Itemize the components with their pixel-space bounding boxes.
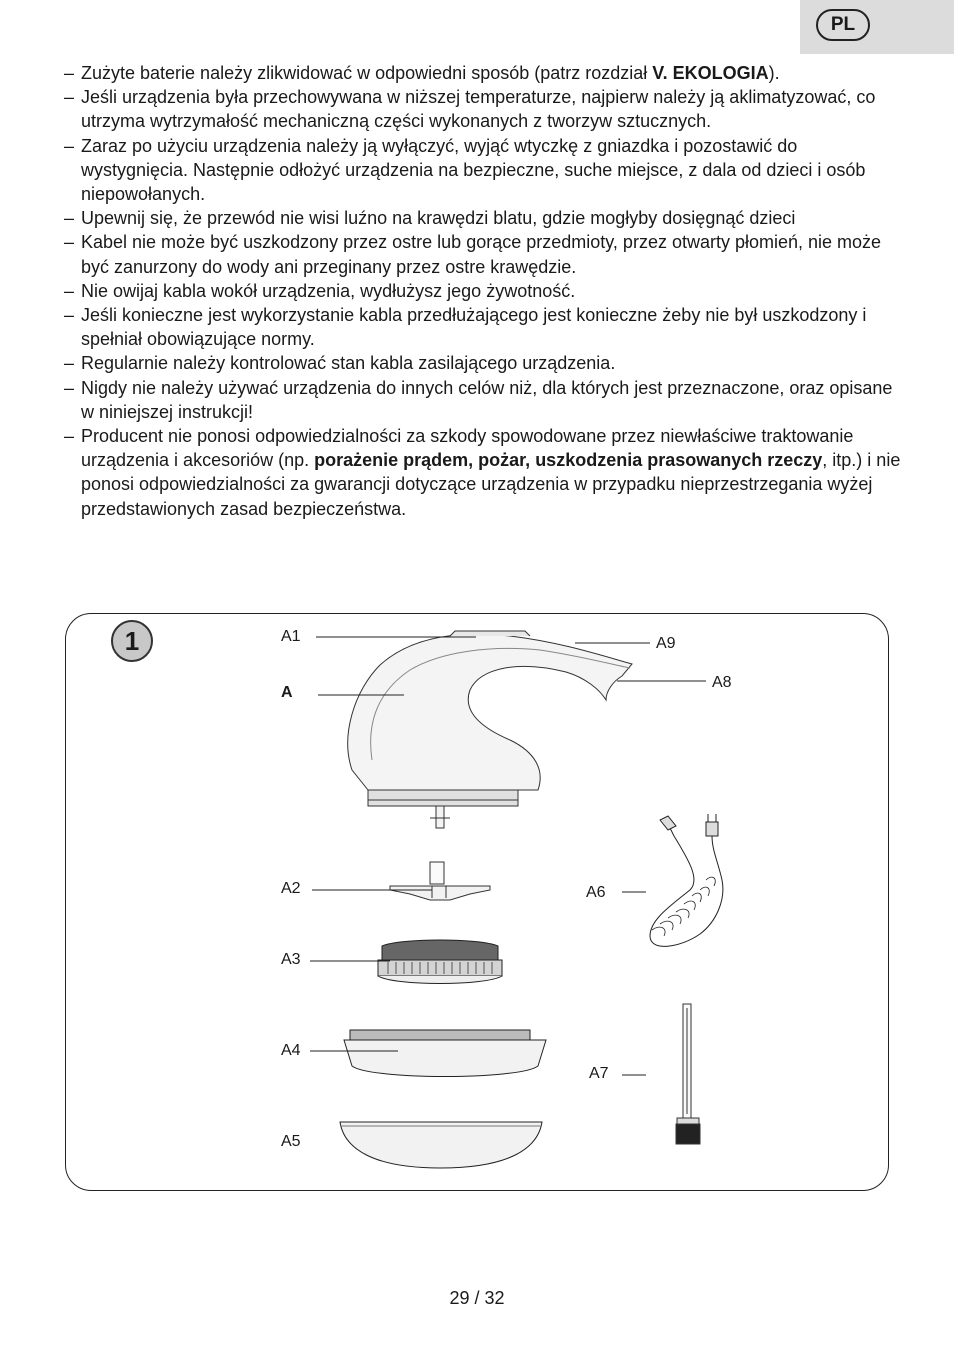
- bullet-text: Nie owijaj kabla wokół urządzenia, wydłużysz jego żywotność.: [81, 280, 576, 301]
- label-a2: A2: [281, 880, 301, 897]
- cleaning-brush-part: [676, 1004, 700, 1144]
- label-a5: A5: [281, 1133, 301, 1150]
- lint-remover-body: [348, 631, 632, 828]
- coiled-cable-part: [650, 814, 723, 946]
- bullet-text: Zużyte baterie należy zlikwidować w odpowiedni sposób (patrz rozdział: [81, 63, 653, 83]
- label-a8: A8: [712, 674, 732, 691]
- language-badge: PL: [816, 9, 870, 41]
- bold-text: V. EKOLOGIA: [652, 63, 769, 83]
- page-number: 29 / 32: [449, 1288, 505, 1308]
- blade-ring-part: [378, 940, 502, 984]
- bullet-text: Upewnij się, że przewód nie wisi luźno na krawędzi blatu, gdzie mogłyby dosięgnąć dzieci: [81, 208, 796, 229]
- bullet-text: Nigdy nie należy używać urządzenia do innych celów niż, dla których jest przeznaczone, oraz opisane w niniejszej instrukcji!: [81, 377, 893, 422]
- bullet-text: , itp.) i nie ponosi odpowiedzialności za gwarancji dotyczące urządzenia w przypadku nieprzestrzegania wyżej przedstawionych zasad bezpieczeństwa.: [81, 450, 901, 519]
- label-a3: A3: [281, 951, 301, 968]
- blade-holder-part: [390, 862, 490, 900]
- bullet-text: Regularnie należy kontrolować stan kabla zasilającego urządzenia.: [81, 353, 616, 374]
- bold-text: porażenie prądem, pożar, uszkodzenia prasowanych rzeczy: [314, 450, 823, 471]
- bullet-text: Kabel nie może być uszkodzony przez ostre lub gorące przedmioty, przez otwarty płomień, nie może być zanurzony do wody ani przeginany przez ostre krawędzie.: [81, 232, 882, 277]
- label-a: A: [281, 684, 293, 701]
- bullet-text: ).: [768, 63, 780, 83]
- label-a7: A7: [589, 1065, 609, 1082]
- bullet-text: Jeśli urządzenia była przechowywana w niższej temperaturze, najpierw należy ją aklimatyzować, co utrzyma wytrzymałość mechaniczną części wykonanych z tworzyw sztucznych.: [81, 87, 876, 132]
- bullet-text: Jeśli konieczne jest wykorzystanie kabla przedłużającego jest konieczne żeby nie był uszkodzony i spełniał obowiązujące normy.: [81, 305, 867, 350]
- protective-cover-part: [340, 1122, 542, 1168]
- label-a4: A4: [281, 1042, 301, 1059]
- label-a9: A9: [656, 635, 676, 652]
- bullet-text: Producent nie ponosi odpowiedzialności za szkody spowodowane przez niewłaściwe traktowanie urządzenia i akcesoriów (np.: [81, 426, 854, 471]
- lint-container-part: [344, 1030, 546, 1077]
- bullet-text: Zaraz po użyciu urządzenia należy ją wyłączyć, wyjąć wtyczkę z gniazdka i pozostawić do wystygnięcia. Następnie odłożyć urządzenia na bezpieczne, suche miejsce, z dala od dzieci i osób niepowołanych.: [81, 135, 866, 205]
- figure-number: 1: [111, 620, 153, 662]
- label-a6: A6: [586, 884, 606, 901]
- label-a1: A1: [281, 628, 301, 645]
